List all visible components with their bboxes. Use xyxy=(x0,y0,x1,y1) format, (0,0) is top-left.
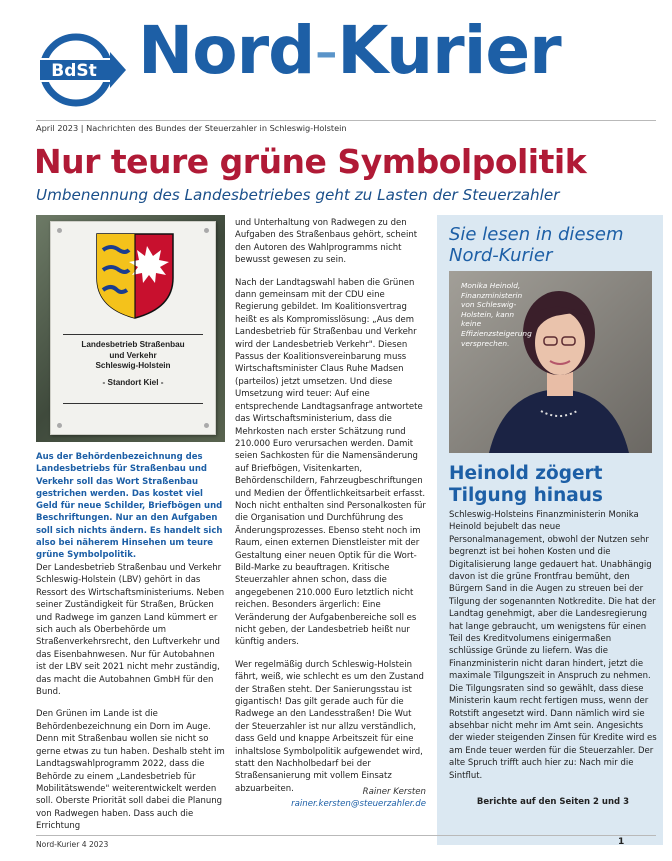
logo-text: BdSt xyxy=(51,61,97,81)
sign-line-1: Landesbetrieb Straßenbau xyxy=(81,340,185,349)
photo-caption: Aus der Behördenbezeichnung des Landesbetriebs für Straßenbau und Verkehr soll das Wort Straßenbau gestrichen werden. Das kostet viel Geld für neue Schilder, Briefbögen und Beschriftungen. Nur an den Aufgaben soll sich nichts ändern. Es handelt sich also bei näherem Hinsehen um teure grüne Symbolpolitik. xyxy=(36,452,223,561)
brand-dash: - xyxy=(314,12,338,89)
sign-plaque xyxy=(50,221,216,435)
brand-left: Nord xyxy=(138,12,315,89)
portrait-caption: Monika Heinold, Finanzministerin von Schleswig-Holstein, kann keine Effizienzsteigerung versprechen. xyxy=(461,281,532,348)
bottom-divider xyxy=(36,835,656,836)
paragraph: Den Grünen im Lande ist die Behördenbezeichnung ein Dorn im Auge. Denn mit Straßenbau wollen sie nicht so gerne etwas zu tun haben. Deshalb steht im Landtagswahlprogramm 2022, dass die Behörde zu einem „Landesbetrieb für Mobilitätswende" weiterentwickelt werden soll. Oberste Priorität soll dabei die Planung von Radwegen haben. Dass auch die Errichtung xyxy=(36,709,225,832)
sidebar-title-line-2: Nord-Kurier xyxy=(449,245,553,266)
sign-line-4: - Standort Kiel - xyxy=(102,377,164,387)
coat-of-arms-icon xyxy=(95,232,175,320)
sidebar-headline-line-2: Tilgung hinaus xyxy=(449,485,603,506)
sign-line-2: und Verkehr xyxy=(109,350,157,360)
portrait-photo xyxy=(449,271,652,453)
article-column-1 xyxy=(36,562,226,843)
article-subhead: Umbenennung des Landesbetriebes geht zu Lasten der Steuerzahler xyxy=(36,186,560,204)
dateline: April 2023 | Nachrichten des Bundes der Steuerzahler in Schleswig-Holstein xyxy=(36,123,347,133)
footer-issue: Nord-Kurier 4 2023 xyxy=(36,840,109,849)
page-number: 1 xyxy=(618,837,625,847)
article-headline: Nur teure grüne Symbolpolitik xyxy=(34,142,587,181)
bdst-logo xyxy=(36,30,126,110)
author-signature xyxy=(235,786,426,810)
author-email-link[interactable]: rainer.kersten@steuerzahler.de xyxy=(291,799,426,809)
article-column-2 xyxy=(235,217,426,805)
paragraph: Nach der Landtagswahl haben die Grünen dann gemeinsam mit der CDU eine Regierung gebildet. Im Koalitionsvertrag heißt es als Kompromisslösung: „Aus dem Landesbetrieb für Straßenbau und Verkehr wird der Landesbetrieb Verkehr". Diesen Passus der Koalitionsvereinbarung muss Wirtschaftsminister Claus Ruhe Madsen (parteilos) jetzt umsetzen. Und diese Umsetzung wird teuer: Auf eine entsprechende Landtagsanfrage antwortete das Wirtschaftsministerium, dass die Mehrkosten nach erster Schätzung rund 210.000 Euro verursachen werden. Damit seien Sachkosten für die Namensänderung auf Briefbögen, Visitenkarten, Behördenschildern, Fahrzeugbeschriftungen und Medien der Öffentlichkeitsarbeit erfasst. Noch nicht enthalten sind Personalkosten für die Organisation und Durchführung des Änderungsprozesses. Ebenso steht noch im Raum, einen externen Dienstleister mit der Gestaltung einer neuen Optik für die Wort-Bild-Marke zu beauftragen. Kritische Steuerzahler ahnen schon, dass die angegebenen 210.000 Euro letztlich nicht reichen. Besonders ärgerlich: Eine Veränderung der Aufgabenbereiche soll es nicht geben, der Landesbetrieb heißt nur künftig anders. xyxy=(235,277,426,648)
sidebar-body: Schleswig-Holsteins Finanzministerin Monika Heinold bejubelt das neue Personalmanagement, obwohl der Nutzen sehr begrenzt ist bei hohen Kosten und die Digitalisierung lange gedauert hat. Unabhängig davon ist die grüne Frontfrau bemüht, den Bürgern Sand in die Augen zu streuen bei der Tilgung der sogenannten Notkredite. Die hat der Landtag genehmigt, aber die Landesregierung hat lange gebraucht, um wenigstens für einen Teil des Kreditvolumens einigermaßen schlüssige Gründe zu liefern. Was die Finanzministerin nicht daran hindert, jetzt die maximale Tilgungszeit in Anspruch zu nehmen. Die Tilgungsraten sind so gewählt, dass diese Ministerin kaum recht fertigen muss, wenn der Rotstift angesetzt wird. Dann nämlich wird sie absehbar nicht mehr im Amt sein. Angesichts der wieder steigenden Zinsen für Kredite wird es am Ende teuer werden für die Steuerzahler. Der alte Spruch trifft auch hier zu: Nach mir die Sintflut. xyxy=(449,510,657,781)
sidebar-title xyxy=(449,224,624,266)
sidebar-headline-line-1: Heinold zögert xyxy=(449,463,603,484)
newspaper-title xyxy=(138,12,561,89)
top-divider xyxy=(36,120,656,121)
paragraph: Wer regelmäßig durch Schleswig-Holstein fährt, weiß, wie schlecht es um den Zustand der Straßen steht. Der Sanierungsstau ist gigantisch! Das gilt gerade auch für die Radwege an den Landesstraßen! Die Wut der Steuerzahler ist nur allzu verständlich, dass Geld und knappe Arbeitszeit für eine inhaltslose Symbolpolitik aufgewendet wird, statt den Nachholbedarf bei der Straßensanierung mit vollem Einsatz abzuarbeiten. xyxy=(235,659,424,794)
paragraph: Der Landesbetrieb Straßenbau und Verkehr Schleswig-Holstein (LBV) gehört in das Ressort des Wirtschaftsministeriums. Neben seiner Zuständigkeit für Straßen, Brücken und Radwege im ganzen Land kümmert er sich auch als Oberbehörde um Straßenverkehrsrecht, den Luftverkehr und das Eisenbahnwesen. Nur für Autobahnen ist der LBV seit 2021 nicht mehr zuständig, das macht die Autobahnen GmbH für den Bund. xyxy=(36,563,225,698)
sign-line-3: Schleswig-Holstein xyxy=(95,361,171,371)
sidebar-title-line-1: Sie lesen in diesem xyxy=(449,224,624,245)
author-name: Rainer Kersten xyxy=(362,787,426,797)
page-reference: Berichte auf den Seiten 2 und 3 xyxy=(476,797,629,807)
paragraph: und Unterhaltung von Radwegen zu den Aufgaben des Straßenbaus gehört, scheint den Autoren des Wahlprogramms nicht bewusst gewesen zu sein. xyxy=(235,218,418,266)
brand-right: Kurier xyxy=(337,12,561,89)
article-photo xyxy=(36,215,225,442)
sidebar-headline xyxy=(449,463,603,507)
